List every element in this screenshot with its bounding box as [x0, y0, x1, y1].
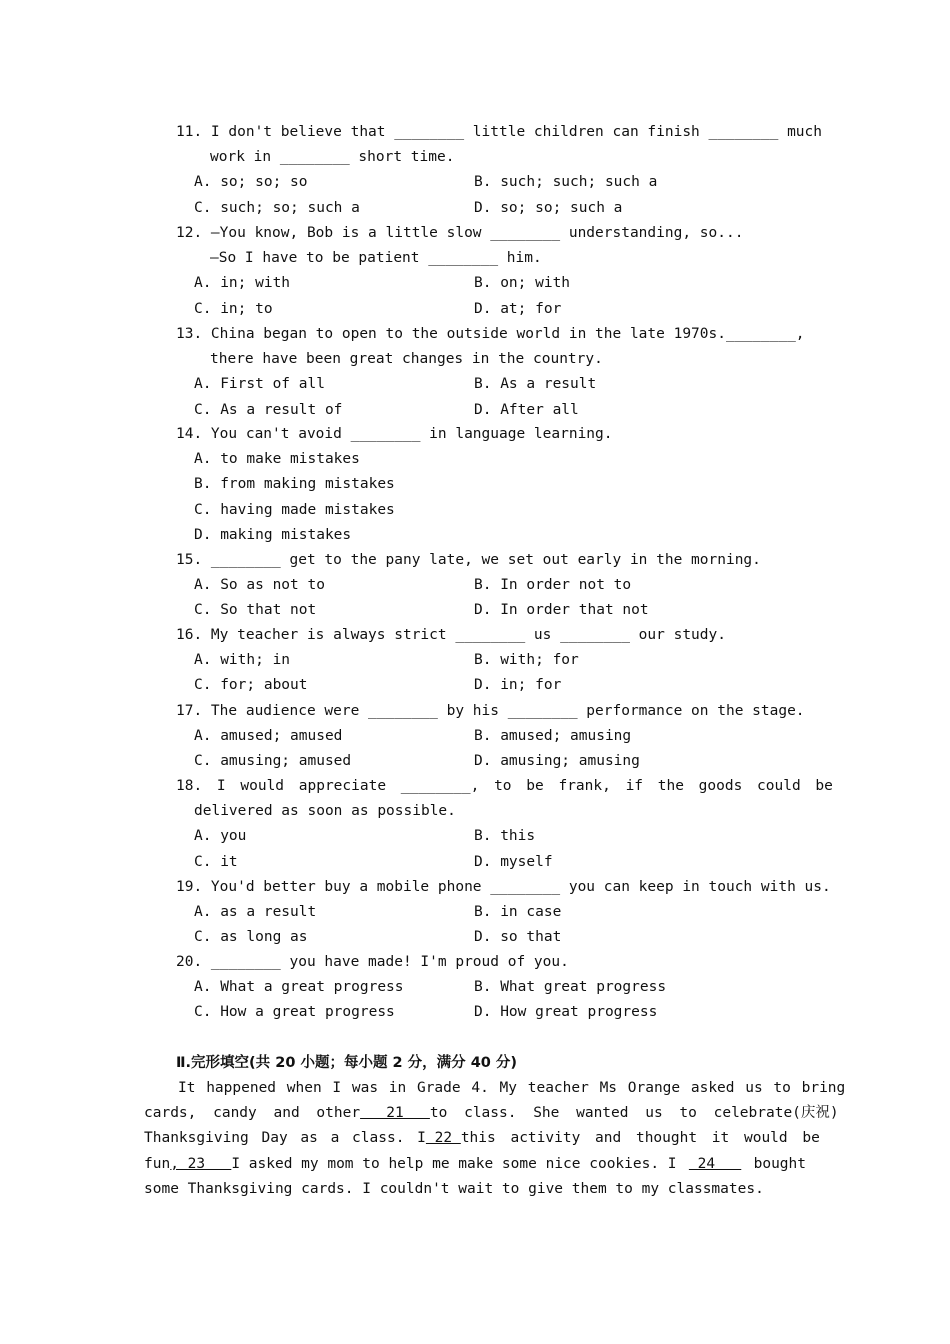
passage-line [144, 1177, 806, 1202]
option-b: B. from making mistakes [194, 476, 395, 493]
question-stem: 14. You can't avoid ________ in language learning. [176, 426, 613, 442]
question-stem-continued: —So I have to be patient ________ him. [210, 250, 542, 267]
question-stem-continued: delivered as soon as possible. [194, 803, 456, 820]
option-a: A. as a result [194, 904, 317, 921]
option-c: C. for; about [194, 677, 308, 694]
passage-line [144, 1076, 846, 1101]
option-d: D. so; so; such a [474, 199, 623, 216]
passage-line [144, 1126, 820, 1151]
option-d: D. amusing; amusing [474, 753, 640, 770]
option-b: B. on; with [474, 275, 571, 292]
option-a: A. to make mistakes [194, 451, 360, 468]
option-c: C. in; to [194, 300, 273, 317]
question-stem: 12. —You know, Bob is a little slow ________ understanding, so... [176, 225, 744, 241]
question-stem: 13. China began to open to the outside world in the late 1970s.________, [176, 326, 805, 342]
passage-text: Thanksgiving Day as a class. I [144, 1130, 426, 1147]
option-d: D. making mistakes [194, 526, 352, 543]
question-20 [176, 950, 816, 1026]
option-d: D. at; for [474, 300, 562, 317]
question-stem: 11. I don't believe that ________ little children can finish ________ much [176, 124, 823, 140]
option-c: C. amusing; amused [194, 753, 352, 770]
options [176, 824, 816, 874]
passage-text: this activity and thought it would be [460, 1130, 820, 1147]
option-b: B. such; such; such a [474, 174, 658, 191]
passage-text: I asked my mom to help me make some nice cookies. I [231, 1155, 677, 1172]
blank-21[interactable]: 21 [360, 1105, 430, 1122]
passage-line [144, 1101, 839, 1126]
question-17 [176, 699, 816, 775]
question-stem-continued: there have been great changes in the country. [210, 351, 603, 368]
option-c: C. such; so; such a [194, 199, 360, 216]
question-15 [176, 548, 816, 624]
option-a: A. What a great progress [194, 979, 404, 996]
option-b: B. this [474, 828, 536, 845]
option-a: A. so; so; so [194, 174, 308, 191]
option-d: D. How great progress [474, 1004, 658, 1021]
option-a: A. So as not to [194, 577, 325, 594]
option-c: C. it [194, 853, 238, 870]
option-c: C. As a result of [194, 401, 343, 418]
option-a: A. with; in [194, 652, 291, 669]
section-title: Ⅱ.完形填空(共 20 小题；每小题 2 分，满分 40 分) [176, 1055, 518, 1071]
question-stem-continued: work in ________ short time. [210, 149, 455, 166]
option-a: A. in; with [194, 275, 291, 292]
option-d: D. After all [474, 401, 579, 418]
passage-text: fun [144, 1155, 171, 1172]
question-18 [176, 774, 833, 875]
cloze-passage [144, 1076, 846, 1202]
option-d: D. so that [474, 929, 562, 946]
options [176, 170, 816, 220]
question-19 [176, 875, 831, 951]
passage-text: some Thanksgiving cards. I couldn't wait to give them to my classmates. [144, 1180, 764, 1197]
option-c: C. as long as [194, 929, 308, 946]
passage-text: It happened when I was in Grade 4. My teacher Ms Orange asked us to bring [178, 1080, 846, 1096]
option-b: B. What great progress [474, 979, 667, 996]
options [176, 573, 816, 623]
question-11 [176, 120, 823, 221]
options [176, 975, 816, 1025]
passage-text: bought [753, 1155, 806, 1172]
option-c: C. So that not [194, 602, 317, 619]
blank-22[interactable]: 22 [425, 1130, 461, 1147]
question-16 [176, 623, 816, 699]
option-d: D. myself [474, 853, 553, 870]
passage-text: to class. She wanted us to celebrate(庆祝) [429, 1105, 839, 1122]
option-c: C. How a great progress [194, 1004, 395, 1021]
option-b: B. in case [474, 904, 562, 921]
question-stem: 19. You'd better buy a mobile phone ________ you can keep in touch with us. [176, 879, 831, 895]
passage-line [144, 1152, 806, 1177]
question-14 [176, 422, 816, 548]
option-b: B. As a result [474, 376, 597, 393]
options [176, 648, 816, 698]
option-a: A. you [194, 828, 247, 845]
question-13 [176, 322, 816, 423]
options [176, 447, 816, 548]
option-d: D. in; for [474, 677, 562, 694]
question-stem: 18. I would appreciate ________, to be frank, if the goods could be [176, 778, 833, 794]
options [176, 372, 816, 422]
question-stem: 16. My teacher is always strict ________ us ________ our study. [176, 627, 726, 643]
option-b: B. with; for [474, 652, 579, 669]
option-b: B. In order not to [474, 577, 632, 594]
options [176, 271, 816, 321]
option-b: B. amused; amusing [474, 728, 632, 745]
passage-text: cards, candy and other [144, 1105, 361, 1122]
blank-24[interactable]: 24 [688, 1155, 742, 1172]
question-stem: 20. ________ you have made! I'm proud of you. [176, 954, 569, 970]
option-d: D. In order that not [474, 602, 649, 619]
options [176, 900, 816, 950]
options [176, 724, 816, 774]
option-a: A. amused; amused [194, 728, 343, 745]
question-stem: 17. The audience were ________ by his ________ performance on the stage. [176, 703, 805, 719]
blank-23[interactable]: , 23 [170, 1155, 232, 1172]
option-a: A. First of all [194, 376, 325, 393]
question-stem: 15. ________ get to the pany late, we set out early in the morning. [176, 552, 761, 568]
question-12 [176, 221, 816, 322]
option-c: C. having made mistakes [194, 501, 395, 518]
